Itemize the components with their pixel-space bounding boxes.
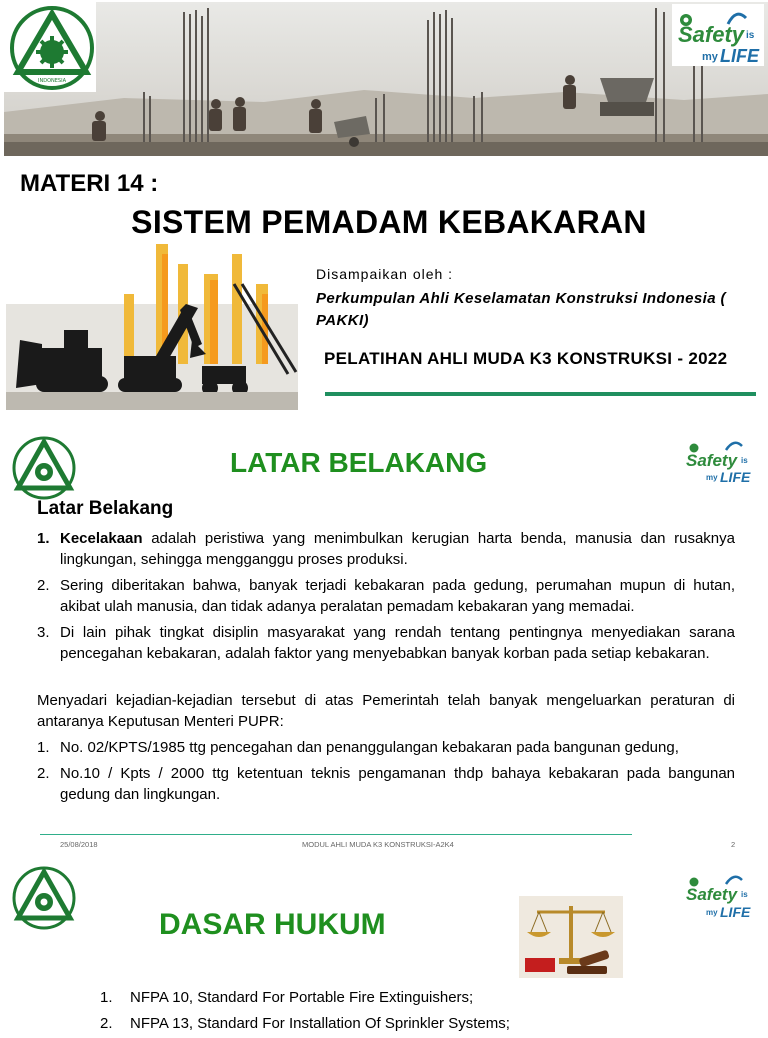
latar-belakang-subtitle: Latar Belakang — [37, 498, 174, 519]
my-word: my — [706, 908, 718, 917]
slide-main-title: SISTEM PEMADAM KEBAKARAN — [131, 204, 647, 240]
list-number: 2. — [100, 1015, 113, 1032]
list-item — [37, 763, 735, 805]
regulation-intro-paragraph: Menyadari kejadian-kejadian tersebut di atas Pemerintah telah banyak mengeluarkan peraturan di antaranya Keputusan Menteri PUPR: — [37, 692, 735, 730]
is-word: is — [746, 30, 755, 41]
life-word: LIFE — [720, 904, 751, 920]
safety-word: Safety — [686, 885, 738, 904]
organization-name: Perkumpulan Ahli Keselamatan Konstruksi Indonesia ( PAKKI) — [316, 290, 726, 329]
list-item-bold: Kecelakaan — [60, 530, 143, 547]
list-number: 1. — [37, 530, 50, 547]
background-list — [37, 528, 735, 669]
list-item-text: NFPA 10, Standard For Portable Fire Extinguishers; — [130, 989, 474, 1006]
list-item — [37, 622, 735, 664]
heavy-equipment-illustration — [6, 244, 298, 410]
list-item-text: No. 02/KPTS/1985 ttg pencegahan dan penanggulangan kebakaran pada bangunan gedung, — [60, 739, 679, 756]
list-number: 1. — [37, 739, 50, 756]
list-number: 1. — [100, 989, 113, 1006]
list-item — [100, 986, 740, 1010]
organization-logo-small — [4, 436, 84, 500]
safety-word: Safety — [686, 451, 738, 470]
list-number: 3. — [37, 624, 50, 641]
my-word: my — [706, 473, 718, 482]
is-word: is — [741, 456, 748, 465]
latar-belakang-title: LATAR BELAKANG — [230, 447, 488, 478]
my-word: my — [702, 51, 718, 63]
safety-is-my-life-logo — [684, 436, 754, 484]
list-item — [100, 1012, 740, 1036]
safety-is-my-life-logo — [684, 868, 754, 920]
construction-banner-image — [4, 2, 768, 156]
list-item-text: Sering diberitakan bahwa, banyak terjadi kebakaran pada gedung, perumahan mupun di hutan, akibat ulah manusia, dan tidak adanya peralatan pemadam kebakaran yang memadai. — [60, 577, 735, 615]
list-item-text: Di lain pihak tingkat disiplin masyarakat yang rendah tentang pentingnya menyediakan sarana pencegahan kebakaran, adalah faktor yang menyebabkan banyak korban pada setiap kebakaran. — [60, 624, 735, 662]
organization-logo-small — [6, 866, 82, 930]
footer-module: MODUL AHLI MUDA K3 KONSTRUKSI-A2K4 — [302, 840, 454, 849]
list-item-text: adalah peristiwa yang menimbulkan kerugian harta benda, manusia dan rusaknya lingkungan, sehingga mengganggu proses produksi. — [60, 530, 735, 568]
footer-date: 25/08/2018 — [60, 840, 98, 849]
list-item-text: NFPA 13, Standard For Installation Of Sprinkler Systems; — [130, 1015, 510, 1032]
training-title: PELATIHAN AHLI MUDA K3 KONSTRUKSI - 2022 — [324, 349, 728, 368]
justice-scales-image — [519, 896, 623, 978]
footer-page-number: 2 — [731, 840, 736, 849]
legal-basis-list — [100, 986, 740, 1038]
safety-word: Safety — [678, 22, 745, 47]
organization-logo — [4, 2, 96, 92]
regulation-list — [37, 737, 735, 810]
life-word: LIFE — [720, 469, 751, 484]
list-item — [37, 737, 735, 758]
presented-by-label: Disampaikan oleh : — [316, 266, 454, 282]
list-number: 2. — [37, 577, 50, 594]
green-divider — [325, 392, 756, 396]
title-slide — [0, 0, 768, 420]
materi-label: MATERI 14 : — [20, 170, 159, 197]
list-number: 2. — [37, 765, 50, 782]
dasar-hukum-title: DASAR HUKUM — [159, 908, 386, 941]
footer-divider — [40, 834, 632, 835]
safety-is-my-life-logo — [672, 4, 764, 66]
is-word: is — [741, 890, 748, 899]
list-item — [37, 575, 735, 617]
list-item — [37, 528, 735, 570]
life-word: LIFE — [720, 46, 759, 66]
list-item-text: No.10 / Kpts / 2000 ttg ketentuan teknis pengamanan thdp bahaya kebakaran pada bangunan gedung dan lingkungan. — [60, 765, 735, 803]
logo-country-text: INDONESIA — [38, 78, 66, 84]
